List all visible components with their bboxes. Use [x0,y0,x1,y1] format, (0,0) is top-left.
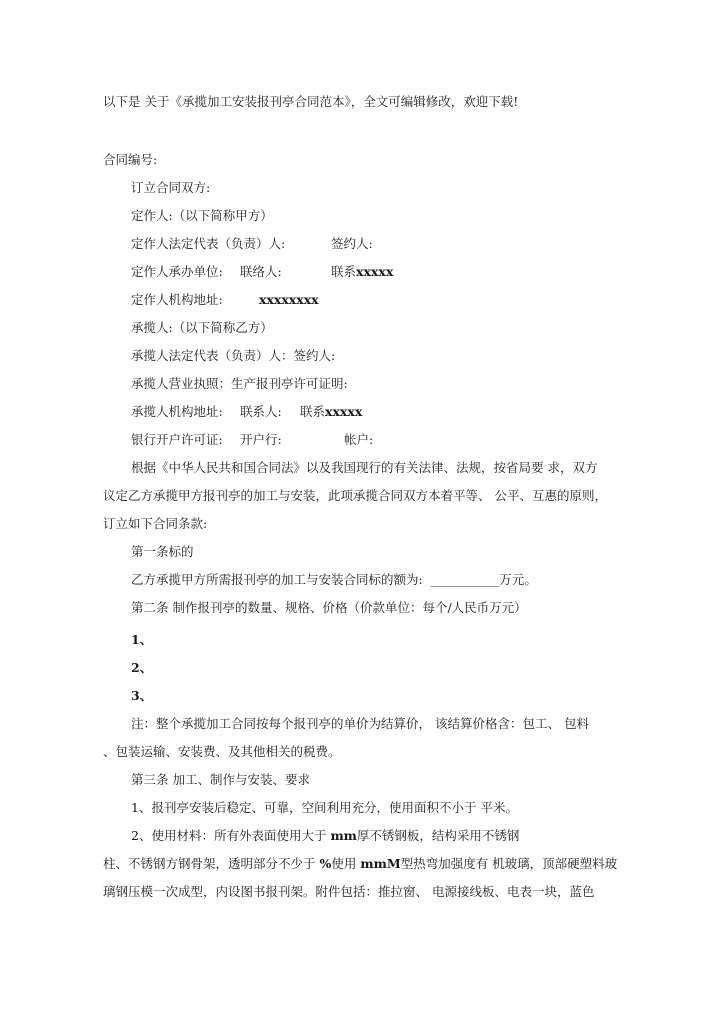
bank-account: 帐户: [344,432,374,447]
party-a-unit: 定作人承办单位: [131,264,223,279]
party-a-legal-rep: 定作人法定代表（负责）人: [131,236,286,251]
article-3-title: 第三条 加工、制作与安装、要求 [131,772,310,787]
preamble-line-3: 订立如下合同条款: [103,516,208,531]
bank-name: 开户行: [240,432,282,447]
party-a-signer: 签约人: [331,236,373,251]
article-3-para-2 [131,828,519,844]
preamble-line-1: 根据《中华人民共和国合同法》以及我国现行的有关法律、法规，按省局要 求，双方 [131,460,598,475]
article-3-para-1-unit: 平米。 [480,800,518,815]
article-3-para-3 [103,856,618,872]
article-3-para-3-mm: mmM [360,856,401,871]
article-2-item-2: 2、 [131,660,153,675]
party-b-contact: 联系人: [240,404,282,419]
article-3-para-4: 璃钢压模一次成型，内设图书报刊架。附件包括：推拉窗、 电源接线板、电表一块，蓝色 [103,884,595,899]
article-3-para-3-pct: % [319,856,332,871]
article-2-item-3: 3、 [131,688,153,703]
party-a-address: 定作人机构地址: [131,292,223,307]
article-3-para-1 [131,800,518,816]
article-3-para-3-text [103,856,617,872]
preamble-line-2: 议定乙方承揽甲方报刊亭的加工与安装，此项承揽合同双方本着平等、 公平、互惠的原则， [103,488,607,503]
article-2-title: 第二条 制作报刊亭的数量、规格、价格（价款单位：每个/人民币万元） [131,600,527,615]
party-a-contact: 联络人: [240,264,282,279]
party-b-legal-rep: 承揽人法定代表（负责）人：签约人: [131,348,336,363]
article-3-para-2-rest: 厚不锈钢板，结构采用不锈钢 [356,828,520,843]
article-1-body [131,572,537,588]
party-a-name: 定作人:（以下简称甲方） [131,208,273,223]
party-a-address-value: xxxxxxxx [259,292,319,307]
party-a-phone [331,264,393,280]
article-3-para-2-mm: mm [330,828,357,843]
article-2-note-line-2: 、包装运输、安装费、及其他相关的税费。 [103,744,341,759]
article-3-para-3-a: 柱、不锈钢方钢骨架，透明部分不少于 [103,856,316,871]
party-b-phone-value: xxxxx [325,404,363,419]
party-b-name: 承揽人:（以下简称乙方） [131,320,273,335]
intro-line: 以下是 关于《承揽加工安装报刊亭合同范本》，全文可编辑修改，欢迎下载! [103,94,519,109]
article-2-item-1: 1、 [131,632,153,647]
party-b-phone-label: 联系 [300,404,326,419]
article-3-para-3-c: 型热弯加强度有 机玻璃，顶部硬塑料玻 [400,856,618,871]
article-1-title: 第一条标的 [131,544,194,559]
party-b-phone [300,404,362,420]
article-3-para-3-b: 使用 [331,856,357,871]
party-b-address: 承揽人机构地址: [131,404,223,419]
party-b-license: 承揽人营业执照：生产报刊亭许可证明: [131,376,348,391]
party-a-phone-label: 联系 [331,264,357,279]
contract-number-label: 合同编号: [103,152,158,167]
party-a-phone-value: xxxxx [356,264,394,279]
article-1-text: 乙方承揽甲方所需报刊亭的加工与安装合同标的额为: [131,572,423,587]
article-1-unit: 万元。 [499,572,537,587]
article-2-note-line-1: 注：整个承揽加工合同按每个报刊亭的单价为结算价， 该结算价格含：包工、 包料 [131,716,589,731]
article-1-blank: ___________ [430,572,500,587]
article-3-para-2-text: 2、使用材料：所有外表面使用大于 [131,828,327,843]
bank-permit: 银行开户许可证: [131,432,223,447]
article-3-para-1-text: 1、报刊亭安装后稳定、可靠，空间利用充分，使用面积不小于 [131,800,477,815]
parties-header: 订立合同双方: [131,180,211,195]
